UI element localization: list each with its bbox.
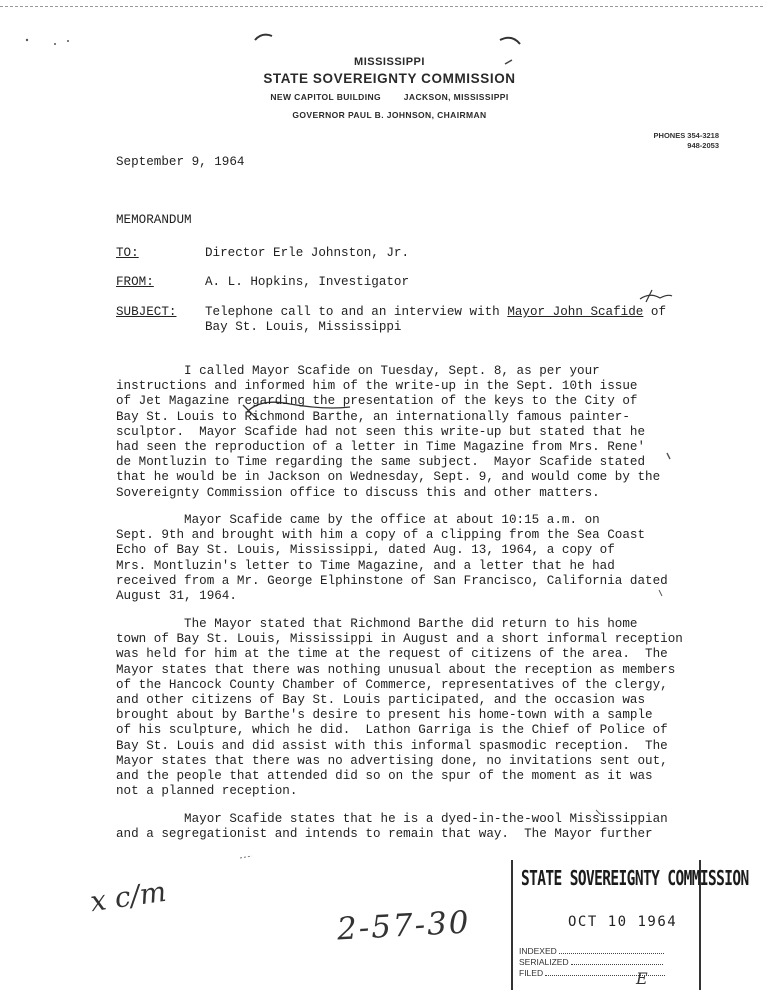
text-line: of his sculpture, which he did. Lathon Garriga is the Chief of Police of <box>116 723 668 738</box>
text-line: Mayor Scafide came by the office at about 10:15 a.m. on <box>116 513 600 527</box>
subject-text-a: Telephone call to and an interview with <box>205 305 508 319</box>
text-line: Bay St. Louis to Richmond Barthe, an internationally famous painter- <box>116 409 630 424</box>
paragraph-1 <box>116 364 716 501</box>
text-line: of the Hancock County Chamber of Commerce, representatives of the clergy, <box>116 677 668 692</box>
to-value: Director Erle Johnston, Jr. <box>205 246 410 260</box>
subject-mayor-name: Mayor John Scafide <box>507 305 644 319</box>
subject-text-c: of <box>643 305 667 319</box>
letterhead-city: JACKSON, MISSISSIPPI <box>403 92 509 102</box>
to-label: TO: <box>116 246 139 260</box>
letterhead-building: NEW CAPITOL BUILDING <box>270 92 382 102</box>
letterhead-address <box>8 92 763 102</box>
text-line: Sovereignty Commission office to discuss this and other matters. <box>116 485 600 500</box>
subject-value <box>205 305 666 335</box>
text-line: Echo of Bay St. Louis, Mississippi, dated Aug. 13, 1964, a copy of <box>116 543 615 558</box>
text-line: not a planned reception. <box>116 784 298 799</box>
stamp-indexed-label: INDEXED <box>519 946 557 956</box>
subject-line2: Bay St. Louis, Mississippi <box>205 320 402 334</box>
text-line: I called Mayor Scafide on Tuesday, Sept. 8, as per your <box>116 364 600 378</box>
text-line: of Jet Magazine regarding the presentation of the keys to the City of <box>116 394 638 409</box>
subject-label: SUBJECT: <box>116 305 177 319</box>
letterhead-governor: GOVERNOR PAUL B. JOHNSON, CHAIRMAN <box>292 110 487 120</box>
stamp-title: STATE SOVEREIGNTY COMMISSION <box>521 868 749 891</box>
text-line: that he would be in Jackson on Wednesday, Sept. 9, and would come by the <box>116 470 661 485</box>
letterhead-state: MISSISSIPPI <box>354 56 425 68</box>
from-label: FROM: <box>116 275 154 289</box>
text-line: had seen the reproduction of a letter in Time Magazine from Mrs. Rene' <box>116 440 646 455</box>
text-line: Sept. 9th and brought with him a copy of a clipping from the Sea Coast <box>116 528 646 543</box>
text-line: The Mayor stated that Richmond Barthe did return to his home <box>116 617 638 631</box>
text-line: received from a Mr. George Elphinstone of San Francisco, California dated <box>116 573 668 588</box>
text-line: de Montluzin to Time regarding the same subject. Mayor Scafide stated <box>116 455 646 470</box>
phone-secondary: 948-2053 <box>687 141 719 150</box>
handwritten-initials: E <box>636 969 648 988</box>
paragraph-2 <box>116 513 716 604</box>
text-line: instructions and informed him of the write-up in the Sept. 10th issue <box>116 379 638 394</box>
stamp-filed-label: FILED <box>519 968 544 978</box>
memo-date: September 9, 1964 <box>116 155 245 169</box>
text-line: and the people that attended did so on the spur of the moment as it was <box>116 769 653 784</box>
text-line: Mrs. Montluzin's letter to Time Magazine, and a letter that he had <box>116 558 615 573</box>
memo-title: MEMORANDUM <box>116 213 192 227</box>
paragraph-4 <box>116 812 716 842</box>
text-line: town of Bay St. Louis, Mississippi in August and a short informal reception <box>116 632 683 647</box>
handwritten-margin-note: x c/m <box>88 874 169 919</box>
phone-primary: PHONES 354-3218 <box>653 131 719 140</box>
from-value: A. L. Hopkins, Investigator <box>205 275 410 289</box>
letterhead-agency: STATE SOVEREIGNTY COMMISSION <box>263 71 516 86</box>
text-line: Mayor Scafide states that he is a dyed-in-the-wool Mississippian <box>116 812 668 826</box>
text-line: August 31, 1964. <box>116 589 237 604</box>
handwritten-file-number: 2-57-30 <box>336 904 472 948</box>
text-line: Mayor states that there was no advertising done, no invitations sent out, <box>116 753 668 768</box>
text-line: Mayor states that there was nothing unusual about the reception as members <box>116 662 676 677</box>
text-line: sculptor. Mayor Scafide had not seen this write-up but stated that he <box>116 424 646 439</box>
text-line: and a segregationist and intends to remain that way. The Mayor further <box>116 827 653 842</box>
letterhead-phones <box>654 131 719 151</box>
commission-stamp <box>511 860 749 990</box>
stamp-serialized <box>519 957 663 967</box>
stamp-serialized-label: SERIALIZED <box>519 957 569 967</box>
paragraph-3 <box>116 617 716 799</box>
text-line: and other citizens of Bay St. Louis participated, and the occasion was <box>116 693 646 708</box>
stamp-indexed <box>519 946 664 956</box>
text-line: brought about by Barthe's desire to present his home-town with a sample <box>116 708 653 723</box>
text-line: Bay St. Louis and did assist with this informal spasmodic reception. The <box>116 738 668 753</box>
stamp-date: OCT 10 1964 <box>568 914 678 930</box>
text-line: was held for him at the time at the request of citizens of the area. The <box>116 647 668 662</box>
